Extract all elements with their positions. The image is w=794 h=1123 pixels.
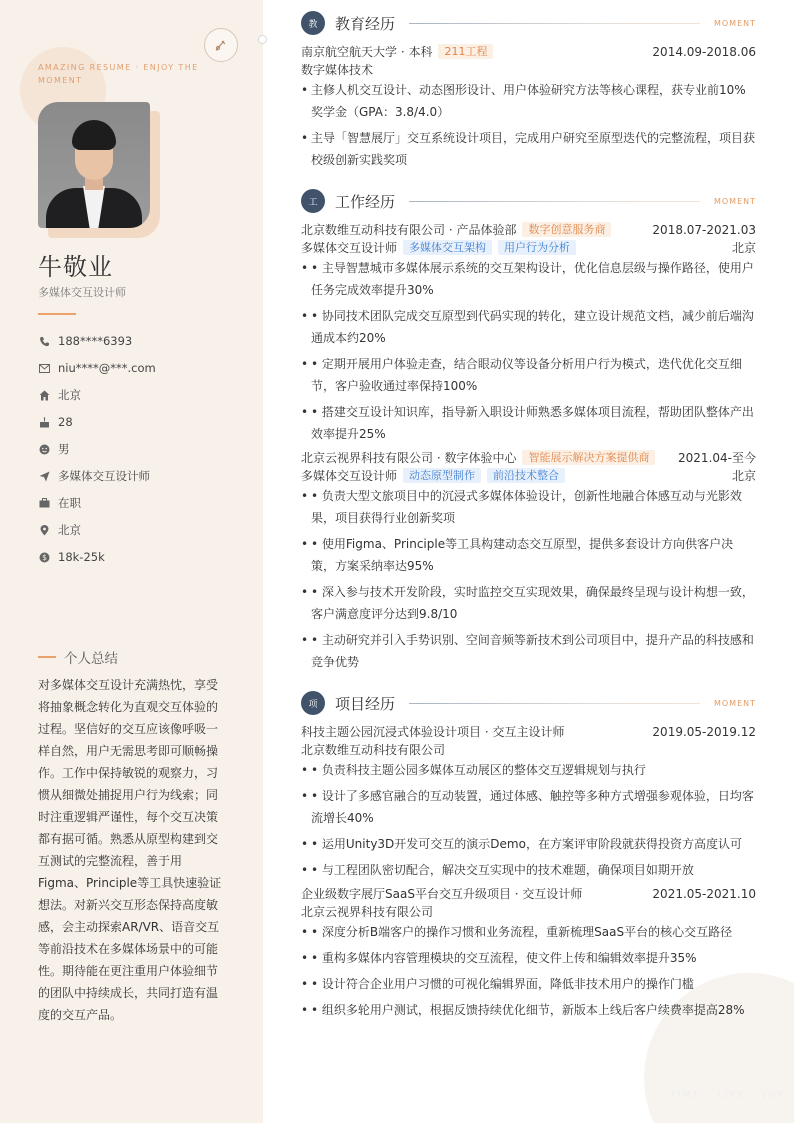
email-value: niu****@***.com [58, 361, 156, 375]
section-tag: MOMENT [713, 196, 756, 206]
list-item: • • 与工程团队密切配合，解决交互实现中的技术难题，确保项目如期开放 [301, 859, 756, 881]
list-item: • • 负责大型文旅项目中的沉浸式多媒体体验设计，创新性地融合体感互动与光影效果，项目获得行业创新奖项 [301, 485, 756, 529]
role-tag: 用户行为分析 [498, 240, 576, 255]
phone-icon [38, 335, 50, 347]
job-role: 多媒体交互设计师 [301, 241, 398, 255]
job-company-row [301, 221, 756, 238]
section-header-education [301, 11, 756, 35]
info-hometown [38, 387, 248, 403]
job-date: 2018.07-2021.03 [652, 222, 756, 237]
list-item: • • 主动研究并引入手势识别、空间音频等新技术到公司项目中，提升产品的科技感和竞争优势 [301, 629, 756, 673]
project-company: 北京数维互动科技有限公司 [301, 743, 446, 757]
major: 数字媒体技术 [301, 63, 374, 77]
list-item: • • 重构多媒体内容管理模块的交互流程，使文件上传和编辑效率提升35% [301, 947, 756, 969]
section-header-projects [301, 691, 756, 715]
info-gender [38, 441, 248, 457]
list-item: • • 协同技术团队完成交互原型到代码实现的转化，建立设计规范文档，减少前后端沟通成本约20% [301, 305, 756, 349]
list-item: • 主导「智慧展厅」交互系统设计项目，完成用户研究至原型迭代的完整流程，项目获校级创新实践奖项 [301, 127, 756, 171]
summary-title: 个人总结 [64, 651, 118, 667]
education-date: 2014.09-2018.06 [652, 44, 756, 59]
decorative-dot [258, 35, 267, 44]
list-item: • • 设计符合企业用户习惯的可视化编辑界面，降低非技术用户的操作门槛 [301, 973, 756, 995]
project-company-row [301, 741, 756, 758]
summary-text: 对多媒体交互设计充满热忱，享受将抽象概念转化为直观交互体验的过程。坚信好的交互应该像呼吸一样自然，用户无需思考即可顺畅操作。工作中保持敏锐的观察力，习惯从细微处捕捉用户行为线索；同时注重逻辑严谨性，每个交互决策都有据可循。熟悉从原型构建到交互测试的完整流程，善于用Figma、Principle等工具快速验证想法。对新兴交互形态保持高度敏感，会主动探索AR/VR、语音交互等前沿技术在多媒体场景中的可能性。期待能在更注重用户体验细节的团队中持续成长，共同打造有温度的交互产品。 [38, 678, 222, 1022]
watermark: TIME · LIFE · JOY [670, 1090, 786, 1099]
age-value: 28 [58, 415, 73, 429]
section-title: 项目经历 [335, 694, 396, 713]
list-item: • • 运用Unity3D开发可交互的演示Demo，在方案评审阶段就获得投资方高度认可 [301, 833, 756, 855]
bullet-dot: • [301, 83, 309, 97]
list-item: • • 组织多轮用户测试，根据反馈持续优化细节，新版本上线后客户续费率提高28% [301, 999, 756, 1021]
company-name: 北京云视界科技有限公司 · 数字体验中心 [301, 451, 517, 465]
bullet-dot: • [301, 489, 309, 503]
list-item: • 主修人机交互设计、动态图形设计、用户体验研究方法等核心课程，获专业前10%奖学金（GPA：3.8/4.0） [301, 79, 756, 123]
job-location: 北京 [731, 241, 756, 255]
list-item: • • 使用Figma、Principle等工具构建动态交互原型，提供多套设计方向供客户决策，方案采纳率达95% [301, 533, 756, 577]
target-city-value: 北京 [58, 523, 81, 537]
section-tag: MOMENT [713, 18, 756, 28]
bullet-dot: • [301, 585, 309, 599]
bullet-dot: • [301, 1003, 309, 1017]
project-date: 2019.05-2019.12 [652, 724, 756, 739]
bullet-dot: • [301, 633, 309, 647]
section-title: 教育经历 [335, 14, 396, 33]
avatar [38, 102, 150, 228]
role-tag: 多媒体交互架构 [403, 240, 492, 255]
info-email [38, 360, 248, 376]
job-role-row [301, 467, 756, 484]
info-target-position [38, 468, 248, 484]
summary-heading [38, 648, 118, 666]
job-company-row [301, 449, 756, 466]
role-tag: 前沿技术整合 [487, 468, 565, 483]
home-icon [38, 389, 50, 401]
project-company: 北京云视界科技有限公司 [301, 905, 434, 919]
school-tag: 211工程 [438, 44, 493, 59]
bullet-dot: • [301, 837, 309, 851]
gender-value: 男 [58, 442, 70, 456]
location-icon [38, 524, 50, 536]
hometown-value: 北京 [58, 388, 81, 402]
candidate-name: 牛敬业 [38, 253, 113, 281]
list-item: • • 深度分析B端客户的操作习惯和业务流程，重新梳理SaaS平台的核心交互路径 [301, 921, 756, 943]
heading-accent [38, 656, 56, 658]
sidebar [0, 0, 263, 1123]
bullet-dot: • [301, 357, 309, 371]
list-item: • • 负责科技主题公园多媒体互动展区的整体交互逻辑规划与执行 [301, 759, 756, 781]
list-item: • • 主导智慧城市多媒体展示系统的交互架构设计，优化信息层级与操作路径，使用户任务完成效率提升30% [301, 257, 756, 301]
section-title: 工作经历 [335, 192, 396, 211]
project-title-row [301, 885, 756, 902]
education-school-row [301, 43, 756, 60]
salary-icon [38, 551, 50, 563]
bullet-dot: • [301, 261, 309, 275]
section-badge: 教 [301, 11, 325, 35]
bullet-dot: • [301, 789, 309, 803]
divider [38, 313, 76, 315]
bullet-dot: • [301, 405, 309, 419]
salary-value: 18k-25k [58, 550, 105, 564]
bullet-dot: • [301, 131, 309, 145]
gender-icon [38, 443, 50, 455]
section-tag: MOMENT [713, 698, 756, 708]
company-name: 北京数维互动科技有限公司 · 产品体验部 [301, 223, 517, 237]
section-divider [409, 23, 700, 24]
school-name: 南京航空航天大学 · 本科 [301, 45, 433, 59]
project-company-row [301, 903, 756, 920]
svg-text:$: $ [41, 552, 47, 562]
project-name: 企业级数字展厅SaaS平台交互升级项目 · 交互设计师 [301, 887, 583, 901]
status-value: 在职 [58, 496, 81, 510]
section-header-work [301, 189, 756, 213]
decorative-circle-main [644, 973, 794, 1123]
info-target-city [38, 522, 248, 538]
tagline: AMAZING RESUME · ENJOY THE MOMENT [38, 63, 199, 85]
project-title-row [301, 723, 756, 740]
role-tag: 动态原型制作 [403, 468, 481, 483]
section-badge: 项 [301, 691, 325, 715]
job-role: 多媒体交互设计师 [301, 469, 398, 483]
job-title: 多媒体交互设计师 [38, 286, 126, 299]
list-item: • • 深入参与技术开发阶段，实时监控交互实现效果，确保最终呈现与设计构想一致，客户满意度评分达到9.8/10 [301, 581, 756, 625]
company-tag: 智能展示解决方案提供商 [522, 450, 655, 465]
project-date: 2021.05-2021.10 [652, 886, 756, 901]
bullet-dot: • [301, 309, 309, 323]
section-badge: 工 [301, 189, 325, 213]
bullet-dot: • [301, 951, 309, 965]
bullet-dot: • [301, 863, 309, 877]
list-item: • • 搭建交互设计知识库，指导新入职设计师熟悉多媒体项目流程，帮助团队整体产出效率提升25% [301, 401, 756, 445]
project-name: 科技主题公园沉浸式体验设计项目 · 交互主设计师 [301, 725, 565, 739]
email-icon [38, 362, 50, 374]
job-location: 北京 [731, 469, 756, 483]
briefcase-icon [38, 497, 50, 509]
info-phone [38, 333, 248, 349]
info-age [38, 414, 248, 430]
info-salary [38, 549, 248, 565]
bullet-dot: • [301, 925, 309, 939]
section-divider [409, 201, 700, 202]
target-position-value: 多媒体交互设计师 [58, 469, 150, 483]
list-item: • • 设计了多感官融合的互动装置，通过体感、触控等多种方式增强参观体验，日均客流增长40% [301, 785, 756, 829]
info-status [38, 495, 248, 511]
send-icon [38, 470, 50, 482]
job-date: 2021.04-至今 [678, 451, 756, 465]
bullet-dot: • [301, 977, 309, 991]
education-major-row [301, 61, 756, 78]
bullet-dot: • [301, 763, 309, 777]
company-tag: 数字创意服务商 [522, 222, 611, 237]
section-divider [409, 703, 700, 704]
edit-icon[interactable] [204, 28, 238, 62]
list-item: • • 定期开展用户体验走查，结合眼动仪等设备分析用户行为模式，迭代优化交互细节，客户验收通过率保持100% [301, 353, 756, 397]
cake-icon [38, 416, 50, 428]
phone-value: 188****6393 [58, 334, 133, 348]
bullet-dot: • [301, 537, 309, 551]
job-role-row [301, 239, 756, 256]
